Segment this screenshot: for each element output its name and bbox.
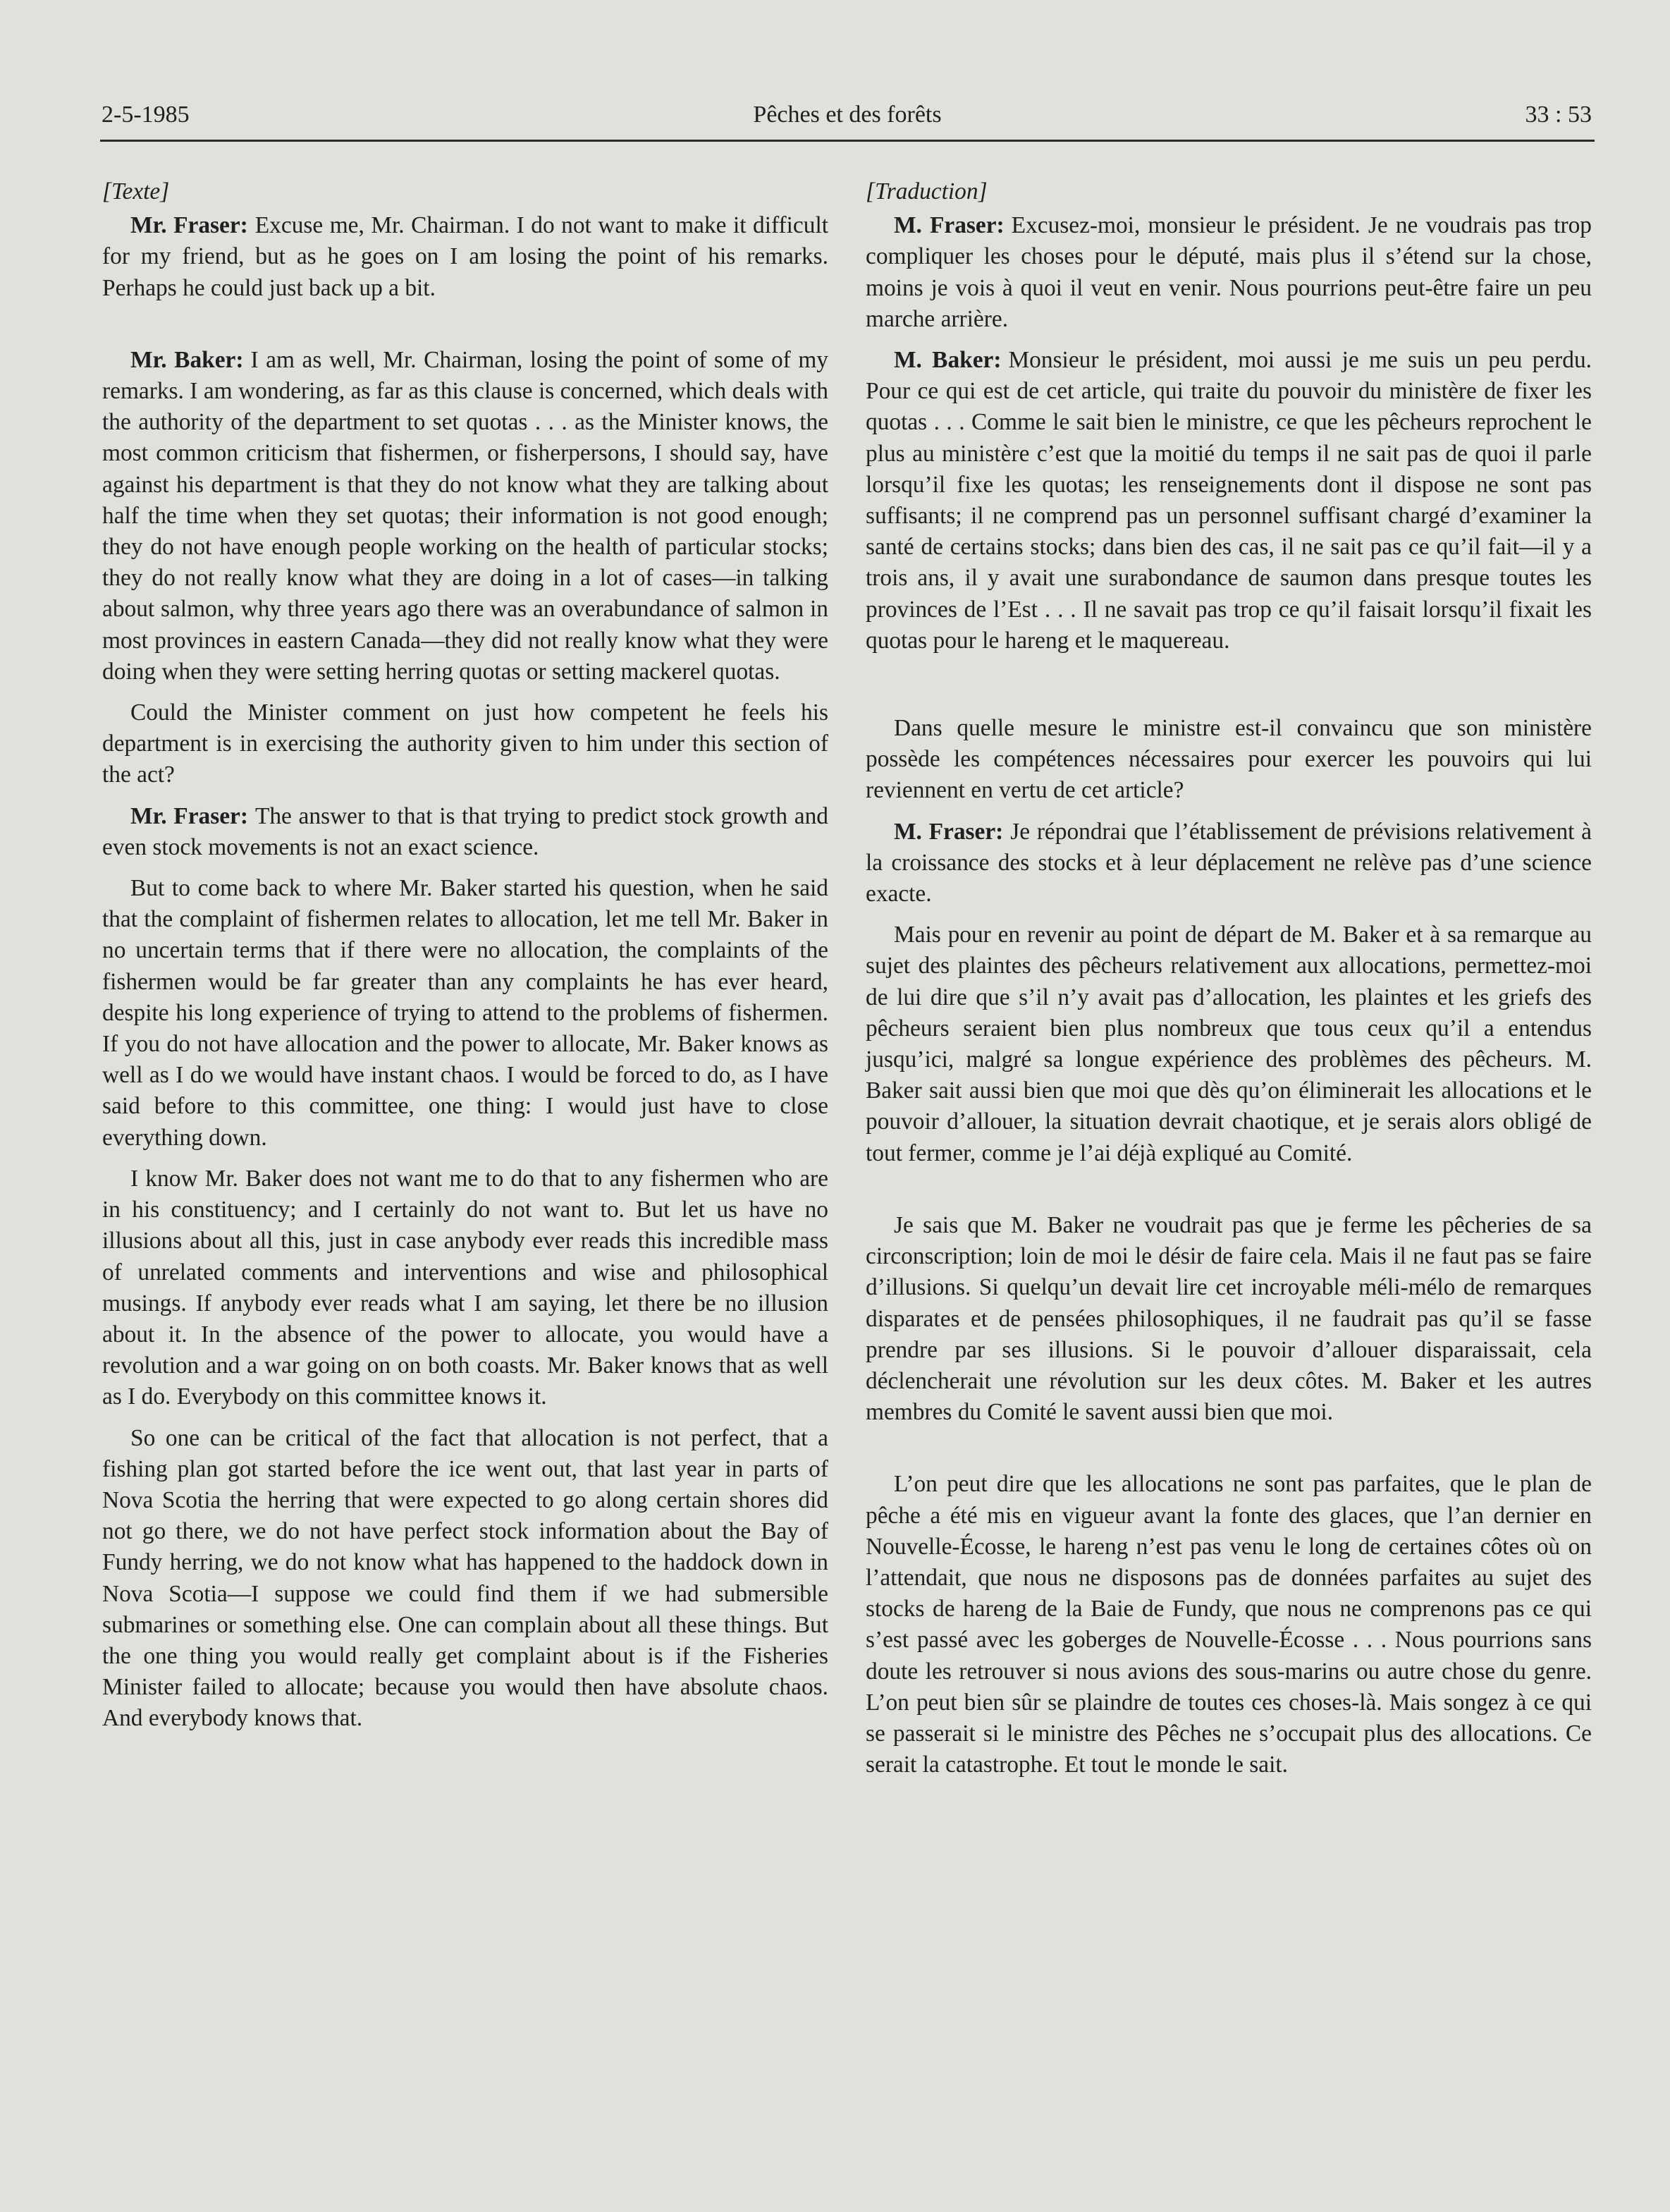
paragraph: [102, 1423, 828, 1735]
paragraph: [866, 1210, 1592, 1428]
speaker-name: M. Baker:: [894, 347, 1002, 374]
paragraph-text: Monsieur le président, moi aussi je me suis un peu perdu. Pour ce qui est de cet article, qui traite du pouvoir du ministère de fixer les quotas . . . Comme le sait bien le ministre, ce que les pêcheurs reprochent le plus au ministère c’est que la moitié du temps il ne sait pas de quoi il parle lorsqu’il fixe les quotas; les renseignements dont il dispose ne sont pas suffisants; il ne comprend pas un personnel suffisant chargé d’examiner la santé de certains stocks; dans bien des cas, il ne sait pas ce qu’il fait—il y a trois ans, il y avait une surabondance de saumon dans presque toutes les provinces de l’Est . . . Il ne savait pas trop ce qu’il faisait lorsqu’il fixait les quotas pour le hareng et le maquereau.: [866, 347, 1592, 654]
header-title: Pêches et des forêts: [753, 102, 942, 128]
paragraph-text: Dans quelle mesure le ministre est-il convaincu que son ministère possède les compétences nécessaires pour exercer les pouvoirs qui lui reviennent en vertu de cet article?: [866, 715, 1592, 804]
speaker-name: Mr. Baker:: [130, 346, 244, 373]
speaker-name: M. Fraser:: [894, 818, 1004, 845]
header-page-number: 33 : 53: [1525, 102, 1592, 128]
english-column: [102, 176, 828, 1735]
header-date: 2-5-1985: [102, 102, 190, 128]
paragraph: [102, 1163, 828, 1413]
column-label: [Texte]: [102, 178, 170, 204]
speaker-name: M. Fraser:: [894, 212, 1005, 239]
paragraph-text: Excuse me, Mr. Chairman. I do not want to make it difficult for my friend, but as he goes on I am losing the point of his remarks. Perhaps he could just back up a bit.: [102, 212, 828, 301]
paragraph: [866, 817, 1592, 910]
paragraph-text: Excusez-moi, monsieur le président. Je ne voudrais pas trop compliquer les choses pour le député, mais plus il s’étend sur la chose, moins je vois à quoi il veut en venir. Nous pourrions peut-être faire un peu marche arrière.: [866, 212, 1592, 332]
paragraph: [866, 210, 1592, 335]
paragraph-text: The answer to that is that trying to predict stock growth and even stock movements is not an exact science.: [102, 802, 828, 860]
column-label: [Traduction]: [866, 178, 988, 204]
paragraph: [866, 919, 1592, 1169]
speaker-name: Mr. Fraser:: [130, 212, 248, 239]
paragraph-text: Mais pour en revenir au point de départ de M. Baker et à sa remarque au sujet des plaintes des pêcheurs relativement aux allocations, permettez-moi de lui dire que s’il n’y avait pas d’allocation, les plaintes et les griefs des pêcheurs seraient bien plus nombreux que tous ceux qu’il a entendus jusqu’ici, malgré sa longue expérience des problèmes des pêcheurs. M. Baker sait aussi bien que moi que dès qu’on éliminerait les allocations et le pouvoir d’allouer, la situation devrait chaotique, et je serais alors obligé de tout fermer, comme je l’ai déjà expliqué au Comité.: [866, 922, 1592, 1166]
paragraph-text: Je sais que M. Baker ne voudrait pas que je ferme les pêcheries de sa circonscription; loin de moi le désir de faire cela. Mais il ne faut pas se faire d’illusions. Si quelqu’un devait lire cet incroyable méli-mélo de remarques disparates et de pensées philosophiques, il ne faudrait pas qu’il se fasse prendre par ses illusions. Si le pouvoir d’allouer disparaissait, cela déclencherait une révolution sur les deux côtes. M. Baker et les autres membres du Comité le savent aussi bien que moi.: [866, 1211, 1592, 1426]
paragraph: [866, 1469, 1592, 1780]
paragraph-text: Je répondrai que l’établissement de prévisions relativement à la croissance des stocks et à leur déplacement ne relève pas d’une science exacte.: [866, 818, 1592, 908]
paragraph: [102, 697, 828, 791]
paragraph: [102, 345, 828, 688]
page-header: [100, 99, 1595, 142]
paragraph: [866, 713, 1592, 807]
paragraph: [102, 873, 828, 1154]
paragraph: [102, 801, 828, 863]
paragraph-text: I know Mr. Baker does not want me to do that to any fishermen who are in his constituency; and I certainly do not want to. But let us have no illusions about all this, just in case anybody ever reads this incredible mass of unrelated comments and interventions and wise and philosophical musings. If anybody ever reads what I am saying, let there be no illusion about it. In the absence of the power to allocate, you would have a revolution and a war going on on both coasts. Mr. Baker knows that as well as I do. Everybody on this committee knows it.: [102, 1165, 828, 1410]
paragraph-text: Could the Minister comment on just how competent he feels his department is in exercising the authority given to him under this section of the act?: [102, 699, 828, 788]
paragraph-text: But to come back to where Mr. Baker started his question, when he said that the complaint of fishermen relates to allocation, let me tell Mr. Baker in no uncertain terms that if there were no allocation, the complaints of the fishermen would be far greater than any complaints he has ever heard, despite his long experience of trying to attend to the problems of fishermen. If you do not have allocation and the power to allocate, Mr. Baker knows as well as I do we would have instant chaos. I would be forced to do, as I have said before to this committee, one thing: I would just have to close everything down.: [102, 875, 828, 1151]
french-column: [866, 176, 1592, 1780]
paragraph: [866, 345, 1592, 656]
paragraph-text: I am as well, Mr. Chairman, losing the point of some of my remarks. I am wondering, as far as this clause is concerned, which deals with the authority of the department to set quotas . . . as the Minister knows, the most common criticism that fishermen, or fisherpersons, I should say, have against his department is that they do not know what they are talking about half the time when they set quotas; their information is not good enough; they do not have enough people working on the health of particular stocks; they do not really know what they are doing in a lot of cases—in talking about salmon, why three years ago there was an overabundance of salmon in most provinces in eastern Canada—they did not really know what they were doing when they were setting herring quotas or setting mackerel quotas.: [102, 346, 828, 685]
paragraph-text: So one can be critical of the fact that allocation is not perfect, that a fishing plan got started before the ice went out, that last year in parts of Nova Scotia the herring that were expected to go along certain shores did not go there, we do not have perfect stock information about the Bay of Fundy herring, we do not know what has happened to the haddock down in Nova Scotia—I suppose we could find them if we had submersible submarines or something else. One can complain about all these things. But the one thing you would really get complaint about is if the Fisheries Minister failed to allocate; because you would then have absolute chaos. And everybody knows that.: [102, 1424, 828, 1732]
paragraph: [102, 210, 828, 304]
paragraph-text: L’on peut dire que les allocations ne sont pas parfaites, que le plan de pêche a été mis en vigueur avant la fonte des glaces, que l’an dernier en Nouvelle-Écosse, le hareng n’est pas venu le long de certaines côtes où on l’attendait, que nous ne disposons pas de données parfaites au sujet des stocks de hareng de la Baie de Fundy, que nous ne comprenons pas ce qui s’est passé avec les goberges de Nouvelle-Écosse . . . Nous pourrions sans doute les retrouver si nous avions des sous-marins ou autre chose du genre. L’on peut bien sûr se plaindre de toutes ces choses-là. Mais songez à ce qui se passerait si le ministre des Pêches ne s’occupait plus des allocations. Ce serait la catastrophe. Et tout le monde le sait.: [866, 1471, 1592, 1778]
speaker-name: Mr. Fraser:: [130, 802, 248, 829]
